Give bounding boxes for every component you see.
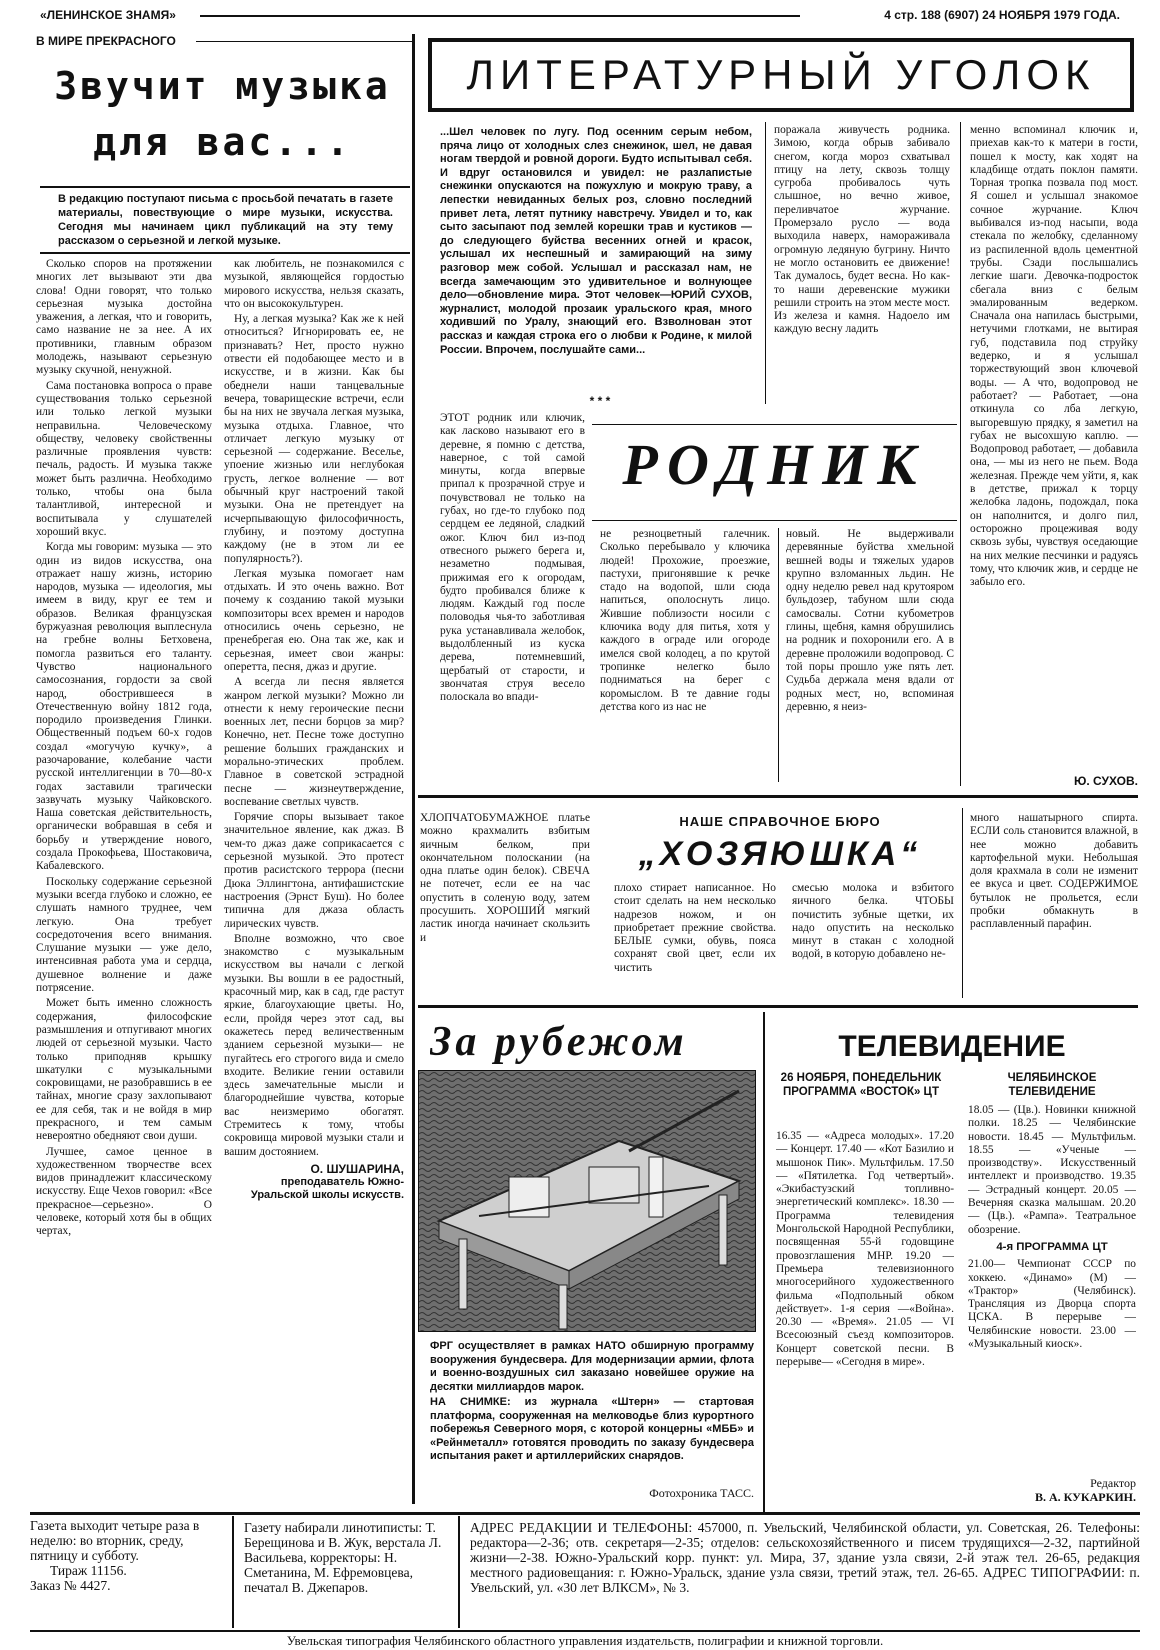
footer-circulation: Тираж 11156. (50, 1563, 127, 1578)
music-col2-paragraph: Вполне возможно, что свое знакомство с музыкальным искусством вы начали с легкой музыки. Вы вошли в ее радостный, красочный мир, как в сад, где растут яркие, благоухающие цветы. Но, если, пройдя через этот сад, вы окажетесь перед величественным зданием серьезной музыки— не пугайтесь его строгого вида и смело входите. Великие гении оставили здесь замечательные мысли и благороднейшие чувства, которые вас неизмеримо обогатят. Стремитесь к тому, чтобы сокровища мировой музыки стали и вашим достоянием. (224, 932, 404, 1158)
literary-col4: менно вспоминал ключик и, приехав как-то к матери в гости, пошел к мосту, как ходят на кладбище отдать поклон памяти. Торная тропка позвала под мост. Я сошел и услышал знакомое сочное журчание. Ключ выбивался из-под насыпи, вода стекала по желобку, сделанному из распиленной вдоль цементной трубы. Сзади послышались легкие шаги. Девочка-подросток сбегала вниз с белым эмалированным ведерком. Сначала она напилась быстрыми, нетучими глотками, не вытирая губ, подставила под струйку ведерко, и я услышал торжествующий звон ключевой воды. — А что, водопровод не работает? — Работает, —она откинула со лба легкую, выгоревшую прядку, я заметил на губах не высохшую каплю. — Водопровод работает, — добавила она, — мы из него не пьем. Вода железная. Прежде чем уйти, я, как в детстве, прижал к торцу желобка ладонь, подождал, пока он наполнится, и долго пил, осторожно процеживая воду сквозь зубы, чувствуя оседающие на них мелкие песчинки и радуясь тому, что ключик жив, и сердце не забыло его. (970, 124, 1138, 589)
bureau-title: „ХОЗЯЮШКА“ (638, 835, 922, 873)
tv-4th-program-head: 4-я ПРОГРАММА ЦТ (996, 1240, 1108, 1253)
music-col2-paragraph: Ну, а легкая музыка? Как же к ней относиться? Игнорировать ее, не признавать? Нет, просто нужно отвести ей подобающее место и в искусстве, и в жизни. Как бы обеднели наши танцевальные вечера, товарищеские встречи, если бы на них не звучала легкая музыка, музыка отдыха. Главное, что отличает легкую музыку от серьезной — содержание. Веселье, упоение жизнью или неглубокая грусть, легкое волнение — вот обычный круг настроений такой музыки. Она не претендует на исчерпывающую философичность, глубину, и поэтому доступна каждому (не в этом ли ее популярность?). (224, 313, 404, 565)
abroad-credit: Фотохроника ТАСС. (649, 1486, 754, 1500)
footer-top-rule (30, 1512, 1140, 1515)
editor-name: В. А. КУКАРКИН. (1034, 1490, 1136, 1504)
literary-bottom-rule (418, 795, 1138, 798)
music-col1-paragraph: Лучшее, самое ценное в художественном творчестве всех видов принадлежит классическому искусству. Еще Чехов говорил: «Все прекрасное—серьезно». О человеке, который хотя бы в общих чертах, (36, 1145, 212, 1238)
tv-date: 26 НОЯБРЯ, ПОНЕДЕЛЬНИК (780, 1072, 942, 1084)
tv-chel-programs: 18.05 — (Цв.). Новинки книжной полки. 18.25 — Челябинские новости. 18.45 — Мультфильм. 18.55 — «Ученые —производству». Искусственный интеллект и производство. 19.35 — Эстрадный концерт. 20.05 — Вечерняя сказка малышам. 20.20 — (Цв.). «Рампа». Театральное обозрение. (968, 1104, 1136, 1236)
tv-date-head (776, 1072, 946, 1099)
abroad-caption2: НА СНИМКЕ: из журнала «Штерн» — стартовая платформа, сооруженная на мелководье близ курортного побережья Северного моря, с которой концерны «МББ» и «Рейнметалл» готовятся проводить по заказу бундесвера испытания ракет и артиллерийских снарядов. (430, 1396, 754, 1462)
tv-chel-head: ЧЕЛЯБИНСКОЕ ТЕЛЕВИДЕНИЕ (1007, 1072, 1097, 1098)
music-lead-rule (40, 252, 410, 254)
footer-bottom-rule (30, 1630, 1140, 1632)
music-column-2 (224, 258, 404, 1508)
bureau-rubric: НАШЕ СПРАВОЧНОЕ БЮРО (679, 814, 881, 829)
music-col1-paragraph: Поскольку содержание серьезной музыки всегда глубоко и сложно, ее слушать намного труднее, чем легкую. Она требует сосредоточения всего внимания. Слушание музыки — уже дело, интенсивная работа ума и сердца, душевное волнение и даже потрясение. (36, 875, 212, 995)
abroad-title: За рубежом (430, 1019, 688, 1065)
footer-box3: АДРЕС РЕДАКЦИИ И ТЕЛЕФОНЫ: 457000, п. Увельский, Челябинской области, ул. Советская, 26. Телефоны: редактора—2-36; отв. секретаря—2-35; отделов: сельскохозяйственного и писем трудящихся—2-32, партийной жизни—2-38. Южно-Уральский корр. пункт: ул. Мира, 37, здание узла связи, 2-й этаж тел. 26-65, редакция местного радиовещания: г. Южно-Уральск, здание узла связи, третий этаж, тел. 26-65. АДРЕС ТИПОГРАФИИ: п. Увельский, ул. «30 лет ВЛКСМ», № 3. (470, 1520, 1140, 1595)
masthead-left: «ЛЕНИНСКОЕ ЗНАМЯ» (40, 8, 176, 22)
launch-platform-photo (419, 1071, 756, 1332)
bureau-col2: плохо стирает написанное. Но стоит сделать на нем несколько надрезов ножом, и он приобретает прежние свойства. БЕЛЫЕ сумки, обувь, пояса сохранят свой цвет, если их чистить (614, 882, 776, 974)
lit-divider-2 (960, 122, 961, 786)
bureau-divider (962, 808, 963, 998)
tv-col2 (968, 1104, 1136, 1474)
story-title-rule-bottom (592, 520, 957, 521)
music-col1-paragraph: Сама постановка вопроса о праве существования только серьезной или только легкой музыки неправильна. Человеческому обществу, человеку свойственны различные проявления чувств: печаль, радость. И музыка также может быть различна. Необходимо только, чтобы она была талантливой, интересной и воспитывала у слушателей хороший вкус. (36, 379, 212, 538)
literary-stars: * * * (589, 394, 611, 408)
masthead-rule (200, 15, 800, 17)
editor-label: Редактор (1090, 1476, 1136, 1490)
music-title (30, 58, 415, 170)
music-title-rule (40, 186, 410, 188)
music-title-line1: Звучит музыка (54, 64, 391, 108)
literary-intro: ...Шел человек по лугу. Под осенним серым небом, пряча лицо от холодных слез снежинок, шел, не давая ногам твердой и ровной дороги. Будто испытывал себя. И вдруг остановился и увидел: не разлапистые снежинки опускаются на пожухлую и мокрую траву, а лепестки невиданных белых роз, словно последний привет лета, летят путнику навстречу. Увидел и то, как сыто засыпают под землей корешки трав и кустиков — до следующего буйства весенних огней и красок, услышал их неспешный и замирающий на зиму разговор меж собой. Услышал и рассказал нам, не всегда замечающим это удивительное и волнующее дело—обновление мира. Этот человек—ЮРИЙ СУХОВ, журналист, молодой прозаик уральского края, много ходивший по Уралу, знающий его. Взволнован этот рассказ и каждая строка его о любви к Родине, к милой России. Впрочем, послушайте сами... (440, 126, 752, 356)
tv-col1: 16.35 — «Адреса молодых». 17.20 — Концерт. 17.40 — «Кот Базилио и мышонок Пик». Мультфильм. 17.50 — «Пятилетка. Год четвертый». «Экибастузский топливно-энергетический комплекс». 18.30 — Программа телевидения Монгольской Народной Республики, посвященная 55-й годовщине провозглашения МНР. 19.20 — Премьера телевизионного многосерийного художественного фильма «Подпольный обком действует». 1-я серия —«Война». 20.30 — «Время». 21.05 — VI Всесоюзный съезд композиторов. Концерт советской песни. В перерыве— «Сегодня в мире». (776, 1130, 954, 1369)
story-col2: не резноцветный галечник. Сколько перебывало у ключика людей! Прохожие, проезжие, пастухи, пригонявшие к речке стадо на водопой, шли сюда напиться, ополоснуть лицо. Жившие поблизости носили с ключика воду для питья, хотя у каждого в ограде или огороде имелся свой колодец, а по крутой тропинке нелегко было подниматься на берег с коромыслом. В те давние годы детства кого из нас не (600, 528, 770, 713)
footer-box1 (30, 1518, 226, 1628)
music-lead: В редакцию поступают письма с просьбой печатать в газете материалы, повествующие о мире музыки, искусства. Сегодня мы начинаем цикл публикаций на эту тему рассказом о серьезной и легкой музыке. (58, 193, 393, 247)
music-author-role: преподаватель Южно-Уральской школы искусств. (250, 1176, 404, 1202)
footer-schedule: Газета выходит четыре раза в неделю: во вторник, среду, пятницу и субботу. (30, 1518, 200, 1563)
story-col1: ЭТОТ родник или ключик, как ласково называют его в деревне, я помню с детства, наверное, с той самой минуты, когда впервые припал к прозрачной струе и почувствовал не только на губах, но где-то глубоко под сердцем ее ледяной, сладкий ожог. Ключ бил из-под отвесного рыжего берега и, незаметно подмывая, прижимая его к огородам, будто пробивался ближе к людям. Каждый год после половодья чья-то заботливая рука устанавливала желобок, выдолбленный из куска дерева, потемневший, щербатый от старости, и звончатая струя весело полоскала во впади- (440, 412, 585, 704)
music-col1-paragraph: Сколько споров на протяжении многих лет вызывают эти два слова! Одни говорят, что только серьезная музыка достойна уважения, а легкая, что и говорить, само название не за нее. А их противники, главным образом молодежь, называют серьезную музыку скучной, ненужной. (36, 258, 212, 377)
abroad-tv-divider (763, 1012, 765, 1512)
tv-program-vostok: ПРОГРАММА «ВОСТОК» ЦТ (783, 1085, 939, 1098)
masthead-right: 4 стр. 188 (6907) 24 НОЯБРЯ 1979 ГОДА. (884, 8, 1120, 22)
story-divider (778, 528, 779, 782)
lit-divider-1 (765, 122, 766, 404)
story-title-rule-top (592, 424, 957, 425)
tv-4th-programs: 21.00— Чемпионат СССР по хоккею. «Динамо» (М) — «Трактор» (Челябинск). Трансляция из Дворца спорта ЦСКА. В перерыве — Челябинские новости. 23.00 — «Музыкальный киоск». (968, 1258, 1136, 1351)
literary-col3: поражала живучесть родника. Зимою, когда обрыв забивало снегом, когда мороз схватывал птицу на лету, сквозь толщу сугроба пробивалось чуть слышное, но вечно живое, переливчатое журчание. Промерзало русло — вода выходила наверх, намораживала огромную ледяную бугрину. Ничто не могло остановить ее движение! Так думалось, будет весна. Но как-то наши деревенские мужики решили строить на этом месте мост. Из железа и камня. Надоело им каждую весну ладить (774, 124, 950, 336)
literary-author: Ю. СУХОВ. (1073, 774, 1138, 788)
music-title-line2: для вас... (93, 120, 352, 164)
bureau-col4: много нашатырного спирта. ЕСЛИ соль становится влажной, в нее можно добавить картофельной муки. Небольшая доля крахмала в соли не изменит ее вкуса и цвет. СОДЕРЖИМОЕ бутылок не прольется, если пробки обмакнуть в расплавленный парафин. (970, 812, 1138, 931)
music-col2-paragraph: Горячие споры вызывает такое значительное явление, как джаз. В чем-то джаз даже соприкасается с серьезной музыкой. Это протест против расистского террора (песни Дюка Эллингтона, антифашистские настроения (Эрнст Буш). Но более типична для джаза область лирических чувств. (224, 811, 404, 930)
music-col1-paragraph: Когда мы говорим: музыка — это один из видов искусства, она отражает нашу жизнь, историю народов, музыка — идеология, мы имеем в виду, круг ее тем и образов. Великая французская буржуазная революция выплеснула на гребне волны Бетховена, помогла развиться его таланту. Чувство национального самосознания, гордости за свой народ, обострившееся в Отечественную войну 1812 года, породило произведения Глинки. Общественный подъем 60-х годов создал «могучую кучку», а разочарование, колебание части русской интеллигенции в 70—80-х годах заставили трагически зазвучать музыку Чайковского. Наша советская действительность, органически вобравшая в себя и борьбу и утверждение нового, создала Прокофьева, Шостаковича, Кабалевского. (36, 541, 212, 873)
music-column-1 (36, 258, 212, 1508)
bureau-col3: смесью молока и взбитого яичного белка. ЧТОБЫ почистить зубные щетки, их надо опустить на несколько минут в стакан с холодной водой, в которую добавлено не- (792, 882, 954, 961)
music-col2-paragraph: Легкая музыка помогает нам отдыхать. И это очень важно. Вот почему к созданию такой музыки композиторы всех времен и народов относились очень серьезно, не пренебрегая ею. Она так же, как и серьезная, имеет свои жанры: оперетта, песня, джаз и другие. (224, 567, 404, 673)
footer-order: Заказ № 4427. (30, 1578, 111, 1593)
editor-block (968, 1476, 1136, 1504)
story-title: РОДНИК (622, 432, 927, 497)
music-col2-paragraph: как любитель, не познакомился с музыкой, являющейся гордостью мирового искусства, нельзя сказать, что он высококультурен. (224, 258, 404, 310)
music-col2-paragraph: А всегда ли песня является жанром легкой музыки? Можно ли отнести к нему героические песни военных лет, песни борцов за мир? Конечно, нет. Песне тоже доступно решение больших гражданских и морально-этических проблем. Главное в советской эстрадной песне — жизнеутверждение, воспевание светлых чувств. (224, 676, 404, 808)
abroad-photo (418, 1070, 756, 1332)
footer-box2: Газету набирали линотиписты: Т. Берещинова и В. Жук, верстала Л. Васильева, корректоры: Н. Сметанина, М. Ефремовцева, печатал В. Джепаров. (244, 1520, 442, 1595)
literary-banner: ЛИТЕРАТУРНЫЙ УГОЛОК (466, 51, 1096, 98)
bureau-bottom-rule (418, 1005, 1138, 1008)
music-author: О. ШУШАРИНА, (310, 1161, 404, 1176)
footer-divider-2 (458, 1516, 460, 1628)
abroad-caption1: ФРГ осуществляет в рамках НАТО обширную программу вооружения бундесвера. Для модернизации армии, флота и военно-воздушных сил заказано новейшее оружие на десятки миллиардов марок. (430, 1340, 754, 1393)
music-divider (412, 34, 415, 1504)
story-col3: новый. Не выдерживали деревянные буйства хмельной вешней воды и тяжелых ударов крупно взломанных льдин. Не одну неделю ревел над крутояром бульдозер, табуном шли сюда самосвалы. Сотни кубометров глины, щебня, камня обрушились на родник и похоронили его. А в деревне проложили водопровод. С той поры прошло уже пять лет. Судьба держала меня вдали от родных мест, но, вспоминая деревню, я неиз- (786, 528, 954, 713)
music-rubric-rule (196, 41, 412, 42)
footer-divider-1 (232, 1516, 234, 1628)
music-rubric: В МИРЕ ПРЕКРАСНОГО (36, 34, 176, 48)
footer-printer: Увельская типография Челябинского областного управления издательств, полиграфии и книжной торговли. (286, 1633, 884, 1648)
bureau-col1: ХЛОПЧАТОБУМАЖНОЕ платье можно крахмалить взбитым яичным белком, при окончательном полоскании (на одна платье один белок). СВЕЧА не потечет, если ее на час опустить в соленую воду, затем просушить. ХОРОШИЙ мягкий ластик иногда начинает скользить и (420, 812, 590, 944)
tv-title: ТЕЛЕВИДЕНИЕ (838, 1030, 1066, 1063)
music-col1-paragraph: Может быть именно сложность содержания, философские размышления и отпугивают многих людей от серьезной музыки. Часто только приподняв крышку шкатулки с музыкальными сокровищами, не разобравшись в ее тайнах, многие сразу захлопывают ее для себя, так и не войдя в мир прекрасного, и тем самым невероятно обедняют свои души. (36, 997, 212, 1143)
